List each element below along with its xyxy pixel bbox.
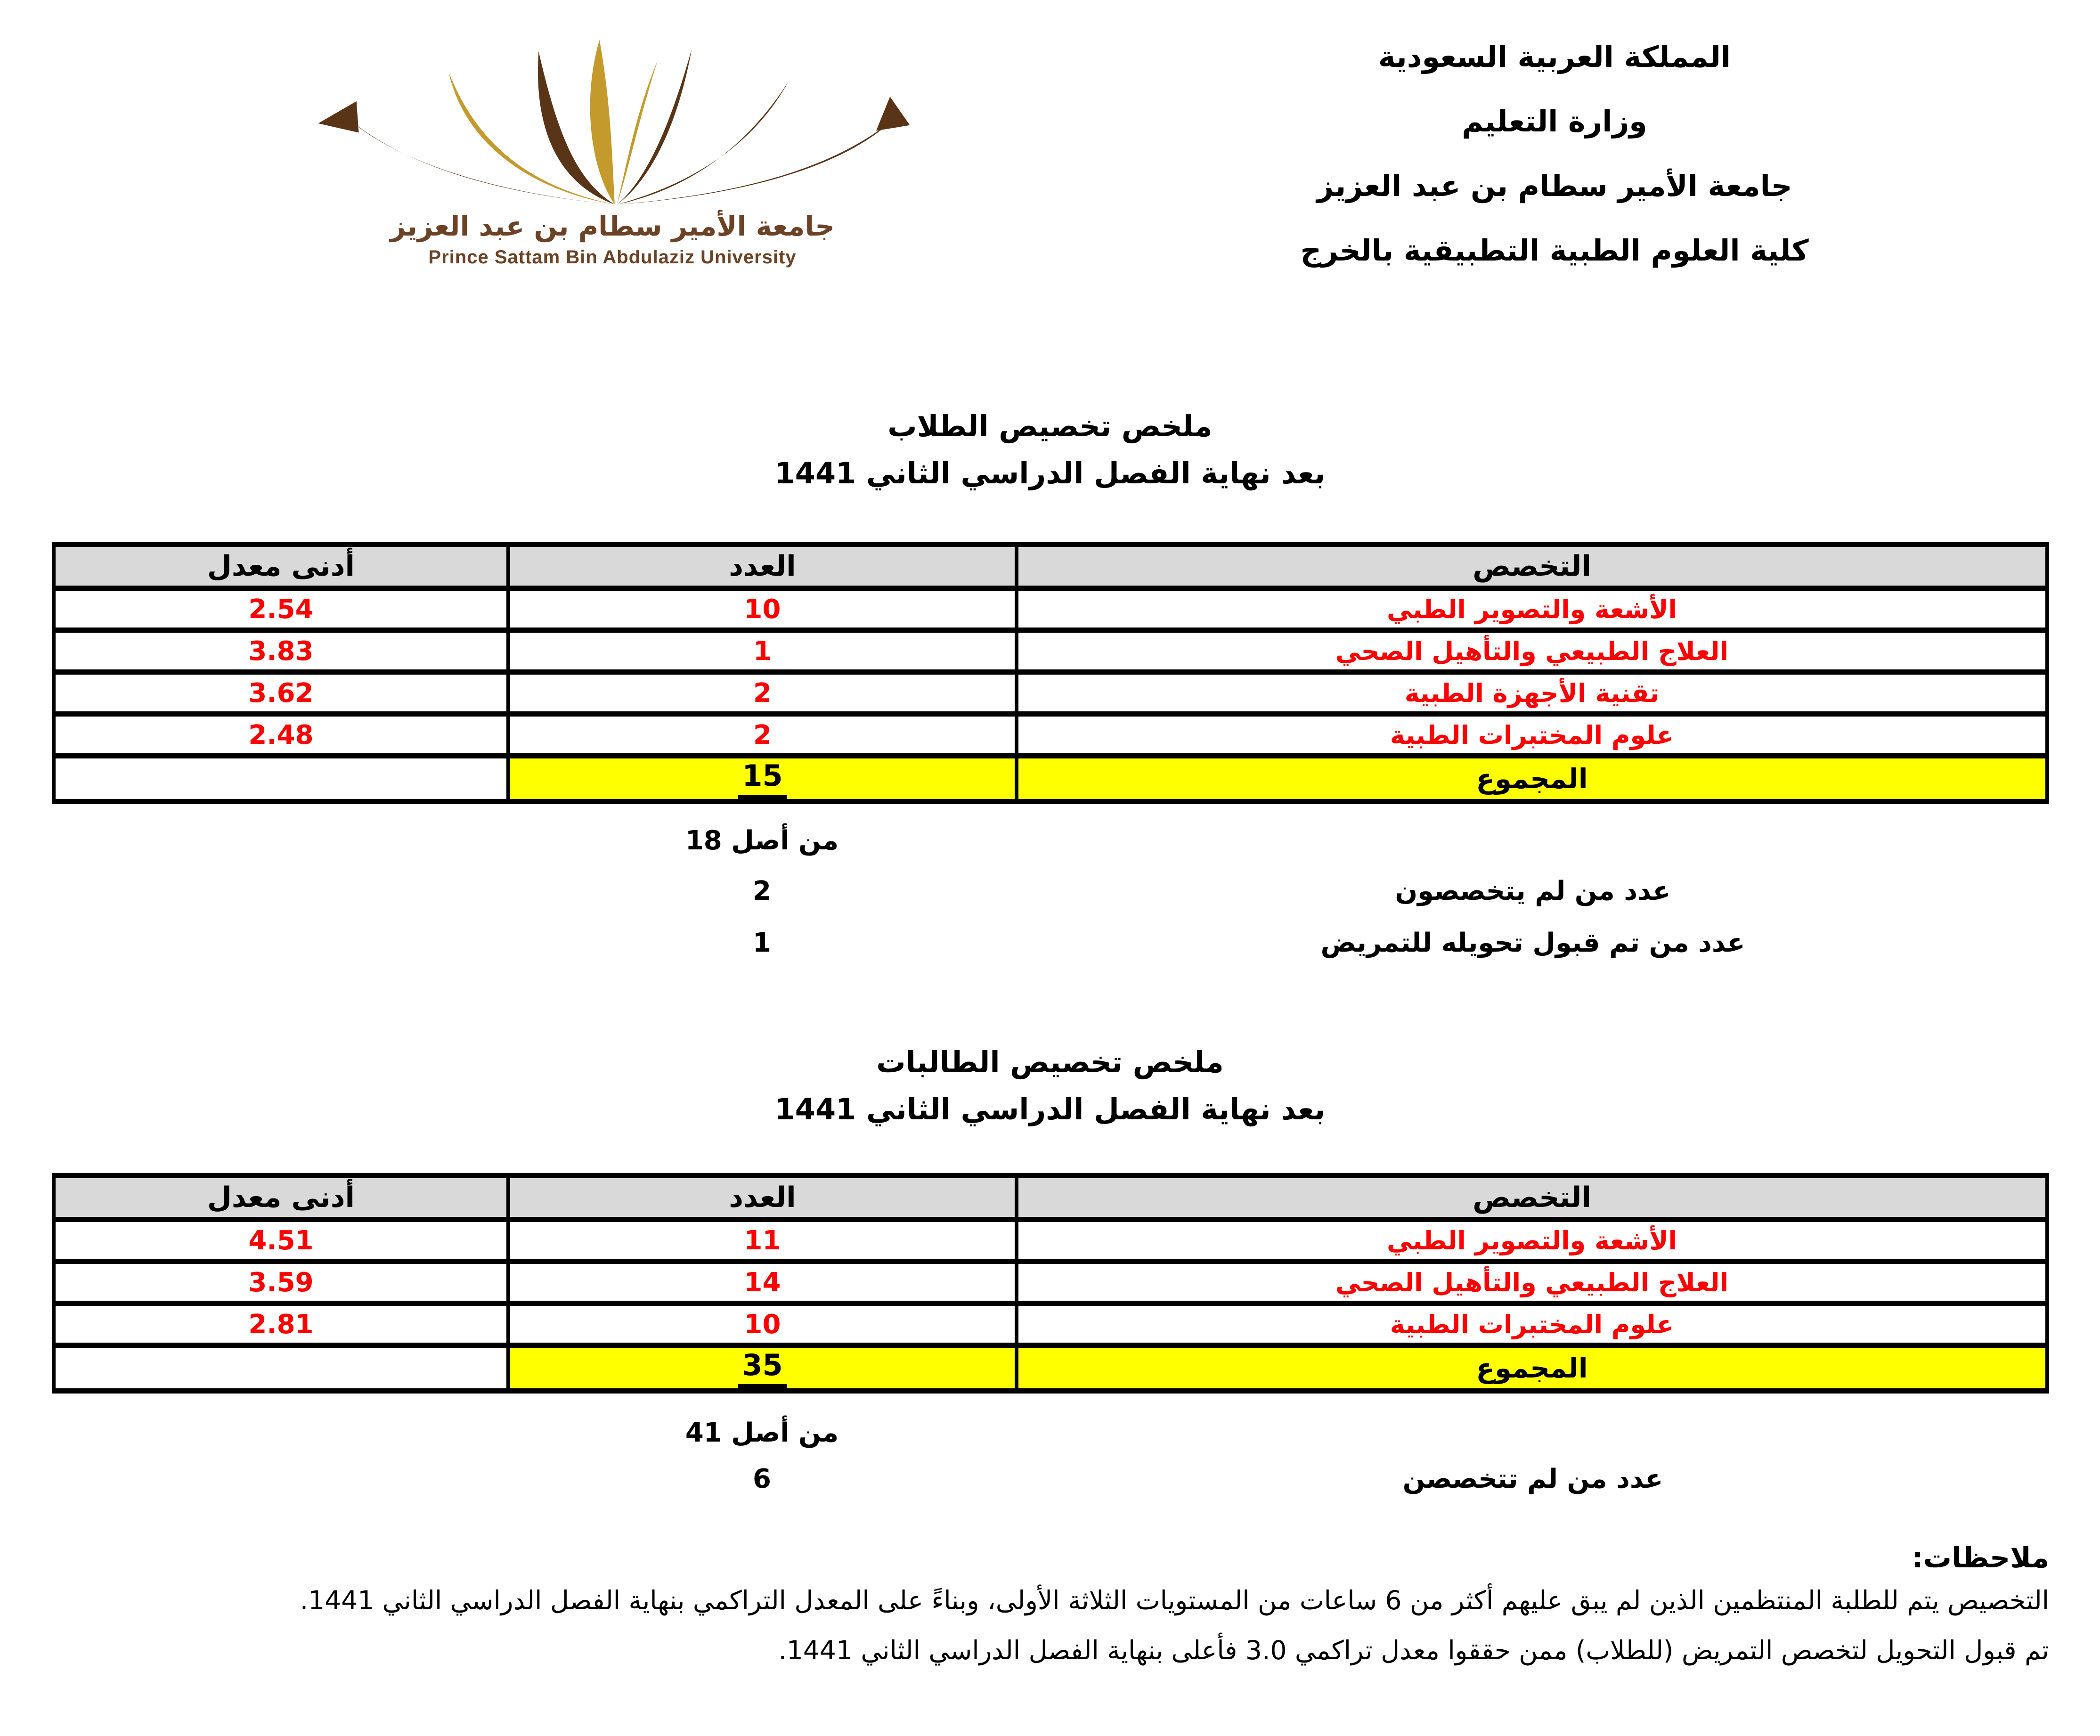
male-table-row-medical-devices [54, 672, 2047, 714]
total-empty-cell [54, 756, 508, 802]
total-count-cell [508, 1345, 1017, 1391]
specialization-cell: تقنية الأجهزة الطبية [1017, 672, 2047, 714]
female-unassigned-value: 6 [753, 1464, 771, 1494]
university-logo [301, 33, 923, 268]
specialization-cell: العلاج الطبيعي والتأهيل الصحي [1017, 1262, 2047, 1304]
count-cell: 10 [508, 1304, 1017, 1345]
book-right-wing [617, 49, 910, 204]
total-label-cell: المجموع [1017, 756, 2047, 802]
male-col-header-min-gpa: أدنى معدل [54, 545, 508, 588]
male-nursing-transfer-label: عدد من تم قبول تحويله للتمريض [1320, 928, 1745, 958]
min-gpa-cell: 3.59 [54, 1262, 508, 1304]
female-unassigned-label: عدد من لم تتخصصن [1402, 1464, 1663, 1494]
logo-english-name: Prince Sattam Bin Abdulaziz University [428, 247, 797, 268]
count-cell: 10 [508, 588, 1017, 630]
book-left-wing [318, 40, 614, 204]
specialization-cell: علوم المختبرات الطبية [1017, 1304, 2047, 1345]
female-col-header-min-gpa: أدنى معدل [54, 1176, 508, 1220]
min-gpa-cell: 2.48 [54, 714, 508, 756]
male-table-total-row [54, 756, 2047, 802]
count-cell: 11 [508, 1220, 1017, 1262]
notes-heading: ملاحظات: [1912, 1541, 2049, 1574]
letterhead-line-university: جامعة الأمير سطام بن عبد العزيز [1317, 169, 1792, 203]
female-out-of-total: من أصل 41 [685, 1418, 839, 1448]
count-cell: 2 [508, 714, 1017, 756]
male-nursing-transfer-value: 1 [753, 928, 771, 958]
logo-arabic-name: جامعة الأمير سطام بن عبد العزيز [390, 210, 835, 242]
male-table-row-physical-therapy [54, 630, 2047, 672]
male-table-row-medical-labs [54, 714, 2047, 756]
note-line-2: تم قبول التحويل لتخصص التمريض (للطلاب) ممن حققوا معدل تراكمي 3.0 فأعلى بنهاية الفصل الدراسي الثاني 1441. [778, 1635, 2049, 1665]
male-allocation-table [52, 542, 2049, 804]
total-label-cell: المجموع [1017, 1345, 2047, 1391]
male-table-row-radiology [54, 588, 2047, 630]
female-allocation-table [52, 1173, 2049, 1394]
letterhead-line-ministry: وزارة التعليم [1462, 104, 1647, 139]
female-table-total-row [54, 1345, 2047, 1391]
female-title-line1: ملخص تخصيص الطالبات [876, 1045, 1224, 1079]
letterhead-line-kingdom: المملكة العربية السعودية [1378, 40, 1731, 74]
female-table-row-medical-labs [54, 1304, 2047, 1345]
male-unassigned-label: عدد من لم يتخصصون [1395, 876, 1671, 906]
count-cell: 1 [508, 630, 1017, 672]
female-section-title [0, 1039, 2100, 1133]
male-out-of-total: من أصل 18 [685, 825, 839, 856]
female-title-line2: بعد نهاية الفصل الدراسي الثاني 1441 [774, 1092, 1326, 1126]
letterhead-text-block [1154, 24, 1955, 283]
specialization-cell: العلاج الطبيعي والتأهيل الصحي [1017, 630, 2047, 672]
min-gpa-cell: 4.51 [54, 1220, 508, 1262]
female-col-header-count: العدد [508, 1176, 1017, 1220]
female-table-row-radiology [54, 1220, 2047, 1262]
male-title-line1: ملخص تخصيص الطلاب [887, 409, 1213, 443]
female-total-value: 35 [738, 1348, 786, 1388]
total-empty-cell [54, 1345, 508, 1391]
male-table-header-row [54, 545, 2047, 588]
open-book-logo-icon [301, 33, 923, 208]
min-gpa-cell: 2.81 [54, 1304, 508, 1345]
min-gpa-cell: 3.83 [54, 630, 508, 672]
male-unassigned-value: 2 [753, 876, 771, 906]
female-col-header-specialization: التخصص [1017, 1176, 2047, 1220]
male-col-header-specialization: التخصص [1017, 545, 2047, 588]
specialization-cell: الأشعة والتصوير الطبي [1017, 588, 2047, 630]
male-total-value: 15 [738, 758, 786, 799]
female-table-header-row [54, 1176, 2047, 1220]
male-section-title [0, 403, 2100, 497]
count-cell: 2 [508, 672, 1017, 714]
male-col-header-count: العدد [508, 545, 1017, 588]
note-line-1: التخصيص يتم للطلبة المنتظمين الذين لم يبق عليهم أكثر من 6 ساعات من المستويات الثلاثة الأولى، وبناءً على المعدل التراكمي بنهاية الفصل الدراسي الثاني 1441. [300, 1585, 2049, 1615]
specialization-cell: الأشعة والتصوير الطبي [1017, 1220, 2047, 1262]
specialization-cell: علوم المختبرات الطبية [1017, 714, 2047, 756]
total-count-cell [508, 756, 1017, 802]
min-gpa-cell: 3.62 [54, 672, 508, 714]
count-cell: 14 [508, 1262, 1017, 1304]
letterhead-line-college: كلية العلوم الطبية التطبيقية بالخرج [1300, 233, 1809, 268]
min-gpa-cell: 2.54 [54, 588, 508, 630]
male-title-line2: بعد نهاية الفصل الدراسي الثاني 1441 [774, 456, 1326, 490]
female-table-row-physical-therapy [54, 1262, 2047, 1304]
